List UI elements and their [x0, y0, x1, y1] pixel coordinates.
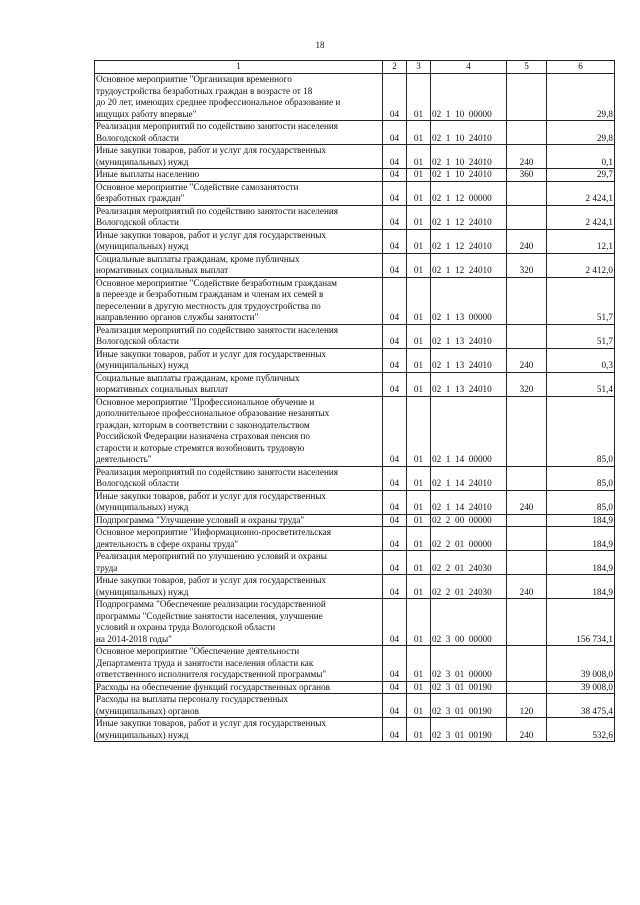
row-rz: 04 [383, 205, 407, 229]
header-csr: 4 [431, 61, 507, 74]
row-sum: 532,6 [547, 718, 615, 742]
row-sum: 2 424,1 [547, 205, 615, 229]
row-sum: 184,9 [547, 527, 615, 551]
row-pr: 01 [407, 599, 431, 646]
row-sum: 184,9 [547, 575, 615, 599]
table-row [95, 527, 615, 551]
row-name: Иные закупки товаров, работ и услуг для государственных (муниципальных) нужд [95, 348, 383, 372]
row-rz: 04 [383, 646, 407, 682]
row-csr: 02 1 14 24010 [431, 466, 507, 490]
row-pr: 01 [407, 681, 431, 694]
row-pr: 01 [407, 490, 431, 514]
row-vr: 240 [507, 145, 547, 169]
row-rz: 04 [383, 121, 407, 145]
table-row [95, 169, 615, 182]
row-pr: 01 [407, 121, 431, 145]
header-vr: 5 [507, 61, 547, 74]
row-rz: 04 [383, 551, 407, 575]
row-sum: 51,7 [547, 277, 615, 324]
row-name: Иные закупки товаров, работ и услуг для государственных (муниципальных) нужд [95, 718, 383, 742]
row-vr [507, 681, 547, 694]
row-pr: 01 [407, 277, 431, 324]
row-sum: 0,1 [547, 145, 615, 169]
row-csr: 02 3 00 00000 [431, 599, 507, 646]
row-pr: 01 [407, 181, 431, 205]
table-row [95, 372, 615, 396]
row-csr: 02 1 12 00000 [431, 181, 507, 205]
row-sum: 29,8 [547, 121, 615, 145]
row-vr: 240 [507, 348, 547, 372]
table-row [95, 324, 615, 348]
row-csr: 02 1 13 24010 [431, 324, 507, 348]
row-pr: 01 [407, 575, 431, 599]
row-csr: 02 1 10 24010 [431, 121, 507, 145]
row-rz: 04 [383, 575, 407, 599]
header-name: 1 [95, 61, 383, 74]
row-name: Реализация мероприятий по содействию занятости населения Вологодской области [95, 466, 383, 490]
row-vr [507, 514, 547, 527]
row-vr: 240 [507, 229, 547, 253]
row-rz: 04 [383, 466, 407, 490]
row-pr: 01 [407, 551, 431, 575]
row-rz: 04 [383, 681, 407, 694]
row-pr: 01 [407, 372, 431, 396]
row-rz: 04 [383, 229, 407, 253]
row-rz: 04 [383, 514, 407, 527]
row-vr [507, 527, 547, 551]
row-name: Основное мероприятие "Профессиональное обучение и дополнительное профессиональное образование незанятых граждан, которым в соответствии с законодательством Российской Федерации назначена страховая пенсия по старости и которые стремятся возобновить трудовую деятельность" [95, 396, 383, 466]
row-sum: 85,0 [547, 396, 615, 466]
row-sum: 39 008,0 [547, 681, 615, 694]
row-csr: 02 3 01 00190 [431, 681, 507, 694]
row-name: Подпрограмма "Обеспечение реализации государственной программы "Содействие занятости населения, улучшение условий и охраны труда Вологодской области на 2014-2018 годы" [95, 599, 383, 646]
row-vr [507, 181, 547, 205]
row-name: Реализация мероприятий по содействию занятости населения Вологодской области [95, 324, 383, 348]
table-row [95, 181, 615, 205]
row-sum: 184,9 [547, 514, 615, 527]
row-vr [507, 396, 547, 466]
row-rz: 04 [383, 277, 407, 324]
table-row [95, 396, 615, 466]
row-name: Расходы на выплаты персоналу государственных (муниципальных) органов [95, 694, 383, 718]
row-sum: 0,3 [547, 348, 615, 372]
row-vr [507, 551, 547, 575]
row-sum: 156 734,1 [547, 599, 615, 646]
row-csr: 02 1 12 24010 [431, 253, 507, 277]
row-rz: 04 [383, 599, 407, 646]
header-row [95, 61, 615, 74]
row-csr: 02 1 12 24010 [431, 229, 507, 253]
row-name: Основное мероприятие "Организация временного трудоустройства безработных граждан в возрасте от 18 до 20 лет, имеющих среднее профессиональное образование и ищущих работу впервые" [95, 74, 383, 121]
row-sum: 51,4 [547, 372, 615, 396]
row-name: Реализация мероприятий по улучшению условий и охраны труда [95, 551, 383, 575]
row-vr [507, 646, 547, 682]
row-rz: 04 [383, 527, 407, 551]
row-pr: 01 [407, 348, 431, 372]
table-row [95, 514, 615, 527]
row-rz: 04 [383, 372, 407, 396]
row-csr: 02 1 10 24010 [431, 145, 507, 169]
table-row [95, 490, 615, 514]
row-vr [507, 277, 547, 324]
row-name: Основное мероприятие "Содействие самозанятости безработных граждан" [95, 181, 383, 205]
row-sum: 39 008,0 [547, 646, 615, 682]
page-number: 18 [315, 40, 325, 50]
table-row [95, 74, 615, 121]
row-csr: 02 1 13 24010 [431, 348, 507, 372]
row-pr: 01 [407, 514, 431, 527]
table-row [95, 205, 615, 229]
row-csr: 02 1 14 24010 [431, 490, 507, 514]
row-csr: 02 2 00 00000 [431, 514, 507, 527]
row-csr: 02 3 01 00000 [431, 646, 507, 682]
row-pr: 01 [407, 145, 431, 169]
row-sum: 38 475,4 [547, 694, 615, 718]
row-vr [507, 205, 547, 229]
table-row [95, 253, 615, 277]
row-vr: 320 [507, 372, 547, 396]
row-pr: 01 [407, 527, 431, 551]
row-sum: 85,0 [547, 490, 615, 514]
row-pr: 01 [407, 396, 431, 466]
row-csr: 02 1 13 24010 [431, 372, 507, 396]
row-rz: 04 [383, 74, 407, 121]
row-csr: 02 2 01 00000 [431, 527, 507, 551]
row-pr: 01 [407, 718, 431, 742]
row-rz: 04 [383, 181, 407, 205]
row-name: Основное мероприятие "Содействие безработным гражданам в переезде и безработным гражданам и членам их семей в переселении в другую местность для трудоустройства по направлению органов службы занятости" [95, 277, 383, 324]
row-name: Иные закупки товаров, работ и услуг для государственных (муниципальных) нужд [95, 575, 383, 599]
table-row [95, 121, 615, 145]
row-sum: 29,8 [547, 74, 615, 121]
row-csr: 02 3 01 00190 [431, 694, 507, 718]
row-vr [507, 324, 547, 348]
row-vr: 360 [507, 169, 547, 182]
row-sum: 2 424,1 [547, 181, 615, 205]
row-rz: 04 [383, 348, 407, 372]
table-row [95, 575, 615, 599]
row-rz: 04 [383, 490, 407, 514]
row-pr: 01 [407, 694, 431, 718]
row-pr: 01 [407, 324, 431, 348]
row-csr: 02 2 01 24030 [431, 551, 507, 575]
row-name: Иные закупки товаров, работ и услуг для государственных (муниципальных) нужд [95, 490, 383, 514]
row-rz: 04 [383, 253, 407, 277]
table-row [95, 599, 615, 646]
row-name: Иные закупки товаров, работ и услуг для государственных (муниципальных) нужд [95, 145, 383, 169]
row-rz: 04 [383, 324, 407, 348]
table-row [95, 694, 615, 718]
table-row [95, 145, 615, 169]
row-name: Основное мероприятие "Информационно-просветительская деятельность в сфере охраны труда" [95, 527, 383, 551]
row-pr: 01 [407, 253, 431, 277]
row-csr: 02 1 14 00000 [431, 396, 507, 466]
row-vr: 240 [507, 490, 547, 514]
row-sum: 85,0 [547, 466, 615, 490]
header-sum: 6 [547, 61, 615, 74]
row-csr: 02 1 12 24010 [431, 205, 507, 229]
row-pr: 01 [407, 466, 431, 490]
row-rz: 04 [383, 145, 407, 169]
row-sum: 51,7 [547, 324, 615, 348]
row-sum: 12,1 [547, 229, 615, 253]
table-row [95, 466, 615, 490]
table-row [95, 646, 615, 682]
row-pr: 01 [407, 646, 431, 682]
row-vr: 320 [507, 253, 547, 277]
budget-table [94, 60, 615, 742]
row-rz: 04 [383, 396, 407, 466]
row-vr [507, 466, 547, 490]
row-vr [507, 599, 547, 646]
row-csr: 02 1 13 00000 [431, 277, 507, 324]
row-csr: 02 1 10 24010 [431, 169, 507, 182]
row-rz: 04 [383, 169, 407, 182]
header-pr: 3 [407, 61, 431, 74]
row-pr: 01 [407, 229, 431, 253]
row-sum: 184,9 [547, 551, 615, 575]
row-vr: 240 [507, 718, 547, 742]
row-csr: 02 1 10 00000 [431, 74, 507, 121]
table-row [95, 718, 615, 742]
row-vr [507, 74, 547, 121]
row-vr [507, 121, 547, 145]
row-csr: 02 2 01 24030 [431, 575, 507, 599]
row-vr: 240 [507, 575, 547, 599]
row-name: Реализация мероприятий по содействию занятости населения Вологодской области [95, 205, 383, 229]
row-name: Подпрограмма "Улучшение условий и охраны труда" [95, 514, 383, 527]
row-pr: 01 [407, 169, 431, 182]
row-name: Социальные выплаты гражданам, кроме публичных нормативных социальных выплат [95, 372, 383, 396]
table-row [95, 681, 615, 694]
row-name: Иные закупки товаров, работ и услуг для государственных (муниципальных) нужд [95, 229, 383, 253]
row-pr: 01 [407, 74, 431, 121]
table-row [95, 551, 615, 575]
row-pr: 01 [407, 205, 431, 229]
row-csr: 02 3 01 00190 [431, 718, 507, 742]
row-name: Основное мероприятие "Обеспечение деятельности Департамента труда и занятости населения области как ответственного исполнителя государственной программы" [95, 646, 383, 682]
row-rz: 04 [383, 718, 407, 742]
table-row [95, 348, 615, 372]
header-rz: 2 [383, 61, 407, 74]
row-sum: 2 412,0 [547, 253, 615, 277]
table-row [95, 277, 615, 324]
row-rz: 04 [383, 694, 407, 718]
row-name: Реализация мероприятий по содействию занятости населения Вологодской области [95, 121, 383, 145]
row-vr: 120 [507, 694, 547, 718]
row-name: Расходы на обеспечение функций государственных органов [95, 681, 383, 694]
row-name: Социальные выплаты гражданам, кроме публичных нормативных социальных выплат [95, 253, 383, 277]
table-row [95, 229, 615, 253]
row-sum: 29,7 [547, 169, 615, 182]
row-name: Иные выплаты населению [95, 169, 383, 182]
